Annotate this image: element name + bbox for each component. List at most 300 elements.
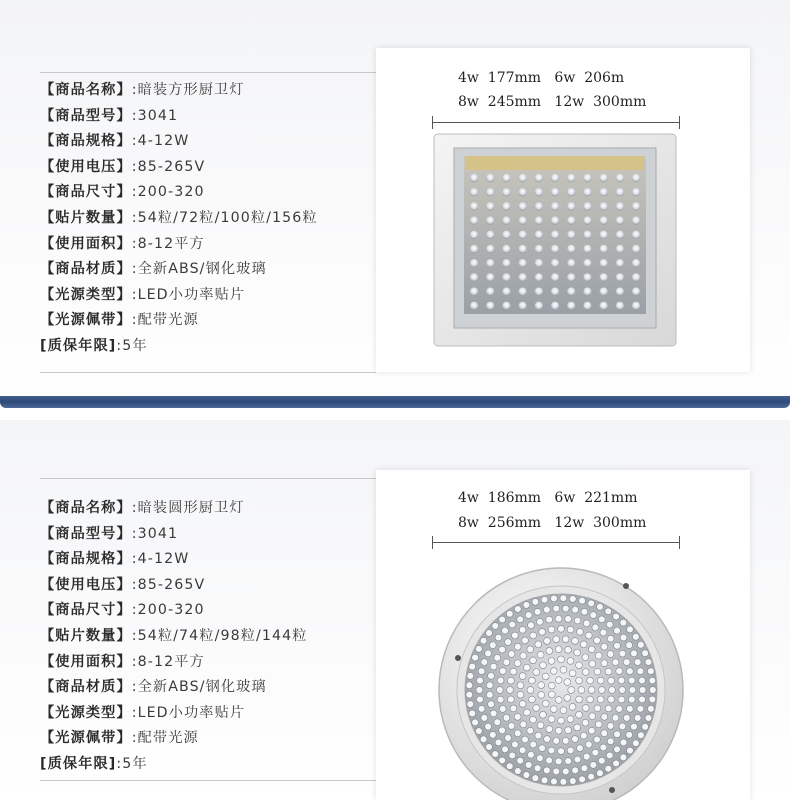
led-chip [583,188,591,196]
led-chip [605,765,612,772]
led-chip [497,677,504,684]
led-chip [494,719,501,726]
led-chip [470,188,478,196]
led-chip [551,287,559,295]
led-chip [544,736,551,743]
led-chip [470,245,478,253]
led-chip [518,302,526,310]
led-chip [616,668,623,675]
led-chip [574,649,581,656]
led-chip [553,737,560,744]
led-chip [612,714,619,721]
led-chip [594,668,601,675]
led-chip [605,668,612,675]
led-chip [480,637,487,644]
led-chip [510,668,517,675]
led-chip [535,216,543,224]
led-chip [472,719,479,726]
led-chip [546,726,553,733]
divider [40,372,376,373]
spec-row: 【光源类型】:LED小功率贴片 [40,286,246,303]
led-chip [536,755,543,762]
led-chip [508,723,515,730]
led-chip [599,287,607,295]
led-chip [590,762,597,769]
led-chip [567,626,574,633]
led-chip [551,595,558,602]
led-chip [495,634,502,641]
led-chip [631,723,638,730]
led-chip [477,696,484,703]
led-chip [567,747,574,754]
led-chip [533,669,540,676]
led-chip [502,302,510,310]
led-chip [607,723,614,730]
product-photo-round [376,470,750,800]
led-chip [514,643,521,650]
led-chip [567,188,575,196]
led-chip [592,749,599,756]
led-chip [555,727,562,734]
led-chip [562,636,569,643]
led-chip [533,705,540,712]
spec-list [40,496,308,778]
led-chip [569,778,576,785]
led-chip [535,302,543,310]
led-chip [502,216,510,224]
led-chip [595,721,602,728]
spec-row: 【商品名称】:暗装方形厨卫灯 [40,82,245,98]
led-chip [578,687,585,694]
led-chip [637,668,644,675]
led-chip [509,621,516,628]
led-chip [523,602,530,609]
led-chip [639,696,646,703]
led-chip [582,719,589,726]
led-chip [594,637,601,644]
led-chip [548,716,555,723]
led-chip [528,696,535,703]
led-chip [530,657,537,664]
led-chip [588,773,595,780]
led-chip [514,768,521,775]
product-photo-square [376,48,750,372]
led-chip [502,627,509,634]
panel-divider-bar [0,396,790,408]
led-chip [542,673,549,680]
led-chip [583,620,590,627]
led-chip [499,757,506,764]
led-chip [518,245,526,253]
led-chip [647,668,654,675]
led-chip [542,700,549,707]
led-chip [518,273,526,281]
led-chip [579,776,586,783]
led-chip [551,231,559,239]
led-chip [649,687,656,694]
led-chip [583,302,591,310]
led-chip [486,691,493,698]
led-chip [620,634,627,641]
led-chip [518,216,526,224]
led-chip [616,174,624,182]
led-chip [620,754,627,761]
led-chip [642,723,649,730]
led-chip [612,659,619,666]
led-chip [601,713,608,720]
led-chip [614,627,621,634]
led-chip [502,188,510,196]
led-chip [605,705,612,712]
led-chip [588,727,595,734]
led-chip [480,736,487,743]
led-chip [599,216,607,224]
led-chip [535,245,543,253]
led-chip [519,626,526,633]
led-chip [548,747,555,754]
led-chip [486,188,494,196]
led-chip [562,768,569,775]
led-chip [532,775,539,782]
led-chip [567,273,575,281]
led-chip [565,616,572,623]
led-chip [626,705,633,712]
led-chip [589,660,596,667]
led-chip [626,642,633,649]
led-chip [582,705,589,712]
led-chip [616,302,624,310]
led-chip [601,660,608,667]
led-chip [486,287,494,295]
led-chip [553,768,560,775]
led-chip [626,731,633,738]
led-chip [486,273,494,281]
spec-row: 【商品名称】:暗装圆形厨卫灯 [40,500,245,516]
led-chip [588,687,595,694]
led-chip [623,714,630,721]
led-chip [569,596,576,603]
led-chip [467,672,474,679]
led-chip [601,643,608,650]
led-chip [508,651,515,658]
led-chip [585,632,592,639]
led-chip [614,642,621,649]
spec-row: 【商品尺寸】:200-320 [40,184,205,201]
led-chip [535,287,543,295]
led-chip [627,747,634,754]
led-chip [467,701,474,708]
led-chip [613,613,620,620]
led-chip [580,641,587,648]
led-chip [562,737,569,744]
spec-row: 【光源佩带】:配带光源 [40,312,199,329]
led-chip [555,677,562,684]
led-chip [599,273,607,281]
led-chip [478,705,485,712]
led-chip [538,691,545,698]
spec-row: 【使用面积】:8-12平方 [40,653,205,670]
led-chip [541,777,548,784]
led-chip [486,216,494,224]
led-chip [507,696,514,703]
led-chip [514,713,521,720]
led-chip [470,287,478,295]
led-chip [581,608,588,615]
led-chip [517,682,524,689]
led-chip [527,687,534,694]
led-chip [553,605,560,612]
led-chip [564,695,571,702]
led-chip [553,636,560,643]
led-chip [546,757,553,764]
led-chip [616,706,623,713]
led-chip [572,638,579,645]
led-chip [606,621,613,628]
led-chip [583,202,591,210]
led-chip [585,741,592,748]
led-chip [620,619,627,626]
led-chip [530,741,537,748]
dimension-line: 4w 186mm 6w 221mm [458,490,638,506]
led-chip [574,617,581,624]
led-chip [560,595,567,602]
led-chip [639,677,646,684]
led-chip [567,716,574,723]
led-chip [509,752,516,759]
led-chip [597,696,604,703]
led-chip [558,656,565,663]
led-chip [527,727,534,734]
led-chip [632,633,639,640]
led-chip [470,216,478,224]
led-chip [522,637,529,644]
led-chip [518,174,526,182]
led-chip [489,642,496,649]
led-chip [582,669,589,676]
led-chip [599,188,607,196]
led-chip [535,188,543,196]
led-chip [576,696,583,703]
led-chip [519,747,526,754]
led-chip [499,616,506,623]
led-chip [558,748,565,755]
led-chip [499,706,506,713]
spec-row: 【光源类型】:LED小功率贴片 [40,704,246,721]
led-chip [512,741,519,748]
led-chip [632,202,640,210]
led-chip [601,730,608,737]
led-chip [475,646,482,653]
led-chip [639,687,646,694]
led-chip [495,739,502,746]
led-chip [572,736,579,743]
led-chip [470,259,478,267]
square-panel-light-illustration [376,48,750,372]
led-chip [486,231,494,239]
led-chip [632,273,640,281]
led-chip [486,259,494,267]
spec-row: 【商品型号】:3041 [40,525,179,542]
led-chip [476,687,483,694]
led-chip [597,677,604,684]
led-chip [518,202,526,210]
led-chip [616,287,624,295]
led-chip [486,302,494,310]
led-chip [537,722,544,729]
led-chip [470,302,478,310]
led-chip [528,622,535,629]
led-chip [567,174,575,182]
led-chip [488,672,495,679]
led-chip [486,202,494,210]
led-chip [582,654,589,661]
led-chip [486,174,494,182]
led-chip [632,245,640,253]
led-chip [520,652,527,659]
led-chip [569,703,576,710]
led-chip [647,705,654,712]
led-chip [502,746,509,753]
led-chip [506,763,513,770]
led-chip [594,736,601,743]
led-chip [588,600,595,607]
led-chip [555,697,562,704]
led-chip [619,650,626,657]
led-chip [560,666,567,673]
led-chip [616,259,624,267]
led-chip [572,606,579,613]
led-chip [598,616,605,623]
led-chip [564,679,571,686]
led-chip [562,605,569,612]
led-chip [519,701,526,708]
dimension-line: 8w 256mm 12w 300mm [458,515,647,531]
divider [40,478,376,479]
led-chip [583,273,591,281]
led-chip [560,778,567,785]
led-chip [530,632,537,639]
led-chip [514,730,521,737]
spec-row: [质保年限]:5年 [40,337,148,354]
spec-row: [质保年限]:5年 [40,755,148,772]
led-chip [555,646,562,653]
led-chip [616,245,624,253]
led-chip [522,736,529,743]
led-chip [565,646,572,653]
led-chip [616,216,624,224]
led-chip [583,245,591,253]
led-chip [569,670,576,677]
led-chip [572,767,579,774]
led-chip [551,273,559,281]
led-chip [607,651,614,658]
led-chip [481,659,488,666]
led-chip [543,767,550,774]
led-chip [626,668,633,675]
led-chip [613,760,620,767]
led-chip [499,668,506,675]
product-panel-round [0,420,790,800]
led-chip [616,231,624,239]
led-chip [489,731,496,738]
led-chip [551,302,559,310]
led-chip [502,273,510,281]
led-chip [608,677,615,684]
led-chip [595,652,602,659]
led-chip [548,657,555,664]
led-chip [514,660,521,667]
led-chip [524,664,531,671]
led-chip [606,752,613,759]
led-chip [538,682,545,689]
led-chip [590,612,597,619]
led-chip [502,174,510,182]
led-chip [466,682,473,689]
led-chip [520,721,527,728]
led-chip [632,287,640,295]
led-chip [512,632,519,639]
led-chip [535,259,543,267]
led-chip [576,677,583,684]
led-chip [567,245,575,253]
divider [40,780,376,781]
led-chip [632,216,640,224]
led-chip [555,758,562,765]
led-chip [567,302,575,310]
led-chip [607,738,614,745]
spec-row: 【商品尺寸】:200-320 [40,602,205,619]
led-chip [632,259,640,267]
spec-row: 【贴片数量】:54粒/72粒/100粒/156粒 [40,209,318,226]
led-chip [555,615,562,622]
led-chip [469,663,476,670]
led-chip [623,659,630,666]
led-chip [518,287,526,295]
led-chip [620,739,627,746]
led-chip [492,751,499,758]
led-chip [583,753,590,760]
led-chip [486,744,493,751]
led-chip [506,610,513,617]
led-chip [550,668,557,675]
led-chip [518,188,526,196]
led-chip [583,216,591,224]
led-chip [528,677,535,684]
led-chip [503,714,510,721]
led-chip [546,648,553,655]
dimension-line: 4w 177mm 6w 206m [458,70,625,86]
led-chip [645,715,652,722]
led-chip [567,202,575,210]
spec-row: 【商品规格】:4-12W [40,133,190,150]
led-chip [528,751,535,758]
led-chip [616,202,624,210]
led-chip [567,216,575,224]
led-chip [609,687,616,694]
led-chip [505,734,512,741]
led-chip [637,641,644,648]
led-chip [551,216,559,224]
led-chip [534,765,541,772]
led-chip [543,606,550,613]
led-chip [600,744,607,751]
led-chip [496,687,503,694]
led-chip [576,662,583,669]
led-chip [490,663,497,670]
led-chip [507,687,514,694]
led-chip [535,732,542,739]
led-chip [535,231,543,239]
